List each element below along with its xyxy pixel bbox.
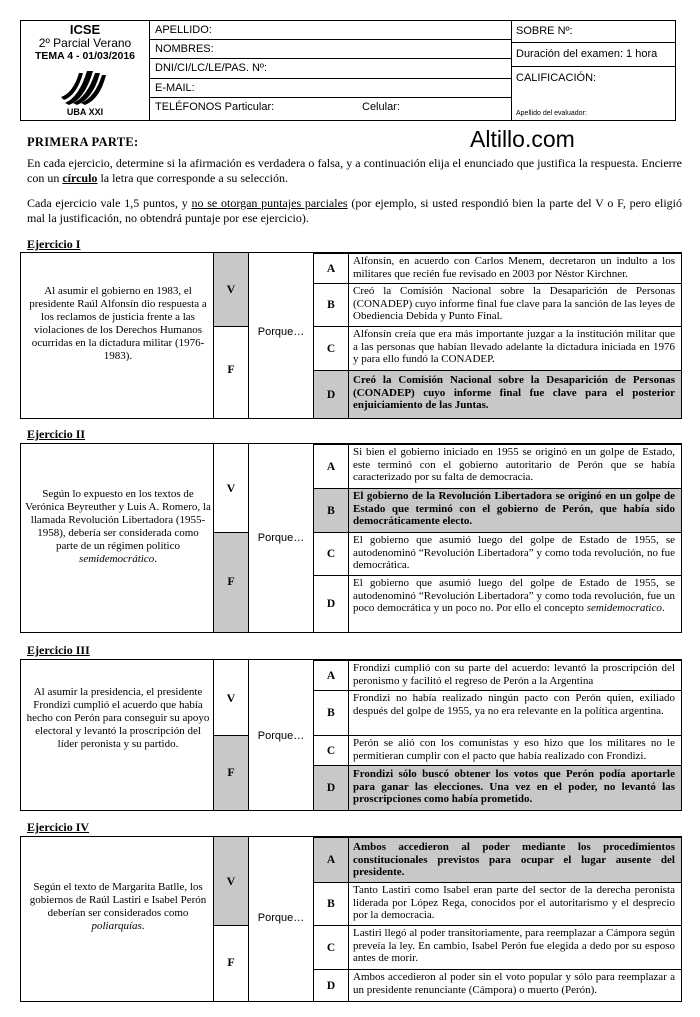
exercise-title: Ejercicio I xyxy=(27,237,81,251)
institution-block xyxy=(21,21,150,120)
false-cell[interactable]: F xyxy=(213,735,249,810)
option-b[interactable]: B Frondizi no había realizado ningún pacto con Perón quien, exiliado después del golpe de 1955, ya no era relevante en la política argentina. xyxy=(314,690,681,735)
dni-label: DNI/CI/LC/LE/PAS. Nº: xyxy=(155,62,268,75)
exercise-title: Ejercicio II xyxy=(27,427,86,441)
true-cell[interactable]: V xyxy=(213,660,249,735)
instructions-paragraph-2: Cada ejercicio vale 1,5 puntos, y no se otorgan puntajes parciales (por ejemplo, si usted respondió bien la parte del V o F, pero eligió mal la justificación, no obtendrá puntaje por ese ejercicio). xyxy=(27,196,682,225)
false-cell[interactable]: F xyxy=(213,532,249,632)
option-a[interactable]: A Frondizi cumplió con su parte del acuerdo: levantó la proscripción del peronismo y facilitó el regreso de Perón a la Argentina xyxy=(314,660,681,690)
exercise-title: Ejercicio IV xyxy=(27,820,90,834)
option-a[interactable]: A Si bien el gobierno iniciado en 1955 se originó en un golpe de Estado, este terminó con el gobierno autoritario de Perón que se había caracterizado por su falta de democracia. xyxy=(314,444,681,488)
exam-tema: TEMA 4 - 01/03/2016 xyxy=(35,50,135,62)
exercise-statement: Según lo expuesto en los textos de Verónica Beyreuther y Luis A. Romero, la llamada Revolución Libertadora (1955-1958), debería ser considerada como parte de un régimen político semidemocrático. xyxy=(25,488,211,565)
exercise-statement: Según el texto de Margarita Batlle, los gobiernos de Raúl Lastiri e Isabel Perón deberían ser considerados como poliarquías. xyxy=(29,881,207,932)
exercise-2 xyxy=(20,443,682,633)
exercise-3 xyxy=(20,659,682,811)
institution-name: ICSE xyxy=(69,22,101,37)
evaluador-label: Apellido del evaluador: xyxy=(516,110,587,117)
option-b[interactable]: B Creó la Comisión Nacional sobre la Desaparición de Personas (CONADEP) cuyo informe final fue clave para la sanción de las leyes de Obediencia Debida y Punto Final. xyxy=(314,283,681,326)
apellido-field[interactable] xyxy=(149,21,511,40)
false-cell[interactable]: F xyxy=(213,326,249,418)
porque-label: Porque… xyxy=(249,660,314,810)
exercise-statement: Al asumir el gobierno en 1983, el presidente Raúl Alfonsín dio respuesta a los reclamos de justicia frente a las violaciones de los Derechos Humanos ocurridas en la dictadura militar (1976-1983). xyxy=(29,285,207,362)
nombres-field[interactable] xyxy=(149,40,511,59)
true-cell[interactable]: V xyxy=(213,837,249,925)
option-d[interactable]: D Creó la Comisión Nacional sobre la Desaparición de Personas (CONADEP) cuyo informe final fue clave para el posterior enjuiciamiento de las Juntas. xyxy=(314,370,681,418)
duracion-text: Duración del examen: 1 hora xyxy=(511,43,675,67)
option-b[interactable]: B Tanto Lastiri como Isabel eran parte del sector de la derecha peronista liderada por López Rega, conocidos por el autoritarismo y el desprecio por la democracia. xyxy=(314,882,681,925)
watermark: Altillo.com xyxy=(470,126,575,152)
option-d[interactable]: D Frondizi sólo buscó obtener los votos que Perón podía aportarle para ganar las elecciones. Una vez en el poder, no levantó las proscripciones como había prometido. xyxy=(314,765,681,810)
celular-label: Celular: xyxy=(362,100,400,113)
logo-caption: UBA XXI xyxy=(66,107,104,117)
exercise-1 xyxy=(20,252,682,419)
option-d[interactable]: D Ambos accedieron al poder sin el voto popular y sólo para reemplazar a un presidente renunciante (Cámpora) o muerto (Perón). xyxy=(314,969,681,1001)
option-c[interactable]: C Alfonsín creía que era más importante juzgar a la institución militar que a las personas que habían llevado adelante la dictadura iniciada en 1976 y para ello fundó la CONADEP. xyxy=(314,326,681,370)
exam-info-block xyxy=(511,21,675,120)
option-c[interactable]: C Lastiri llegó al poder transitoriamente, para reemplazar a Cámpora según preveía la ley. En cambio, Isabel Perón fue elegida a dedo por su esposo antes de morir. xyxy=(314,925,681,969)
porque-label: Porque… xyxy=(249,444,314,632)
option-d-text: El gobierno que asumió luego del golpe de Estado de 1955, se autodenominó “Revolución Libertadora” y como toda revolución, fue un poco democrática y un poco no. Por ello el concepto semidemocratico. xyxy=(353,577,675,615)
student-fields xyxy=(149,21,512,120)
true-cell[interactable]: V xyxy=(213,253,249,326)
telefonos-field[interactable] xyxy=(149,98,511,117)
sobre-field: SOBRE Nº: xyxy=(511,21,675,43)
porque-label: Porque… xyxy=(249,253,314,418)
option-c[interactable]: C Perón se alió con los comunistas y eso hizo que los militares no le permitieran cumplir con el pacto que había realizado con Frondizi. xyxy=(314,735,681,765)
calificacion-label: CALIFICACIÓN: xyxy=(516,72,597,84)
email-field[interactable] xyxy=(149,79,511,98)
nombres-label: NOMBRES: xyxy=(155,43,214,56)
option-b[interactable]: B El gobierno de la Revolución Libertadora se originó en un golpe de Estado que terminó con el gobierno de Perón, que había sido democráticamente electo. xyxy=(314,488,681,532)
option-a[interactable]: A Alfonsín, en acuerdo con Carlos Menem, decretaron un indulto a los militares que recién fue revisado en 2003 por Néstor Kirchner. xyxy=(314,253,681,283)
exercise-title: Ejercicio III xyxy=(27,643,90,657)
exercise-statement: Al asumir la presidencia, el presidente Frondizi cumplió el acuerdo que había hecho con Perón para conseguir su apoyo electoral y levantó la proscripción del líder peronista y su partido. xyxy=(26,686,210,750)
instructions-paragraph-1: En cada ejercicio, determine si la afirmación es verdadera o falsa, y a continuación elija el enunciado que justifica la respuesta. Encierre con un círculo la letra que corresponde a su selección. xyxy=(27,156,682,185)
uba-logo-icon xyxy=(59,67,109,107)
exercise-4 xyxy=(20,836,682,1002)
option-a[interactable]: A Ambos accedieron al poder mediante los procedimientos constitucionales previstos para ocupar el lugar ausente del presidente. xyxy=(314,837,681,882)
exam-header xyxy=(20,20,676,121)
porque-label: Porque… xyxy=(249,837,314,1001)
apellido-label: APELLIDO: xyxy=(155,24,212,36)
email-label: E-MAIL: xyxy=(155,81,195,94)
telefonos-label: TELÉFONOS Particular: xyxy=(155,100,275,113)
false-cell[interactable]: F xyxy=(213,925,249,1001)
option-d[interactable]: D El gobierno que asumió luego del golpe de Estado de 1955, se autodenominó “Revolución Libertadora” y como toda revolución, fue un poco democrática y un poco no. Por ello el concepto semidemocratico. xyxy=(314,575,681,632)
option-c[interactable]: C El gobierno que asumió luego del golpe de Estado de 1955, se autodenominó “Revolución Libertadora” y como toda revolución, no fue democrática. xyxy=(314,532,681,575)
section-title: PRIMERA PARTE: xyxy=(27,135,139,149)
exam-name: 2º Parcial Verano xyxy=(38,36,132,50)
true-cell[interactable]: V xyxy=(213,444,249,532)
dni-field[interactable] xyxy=(149,59,511,78)
